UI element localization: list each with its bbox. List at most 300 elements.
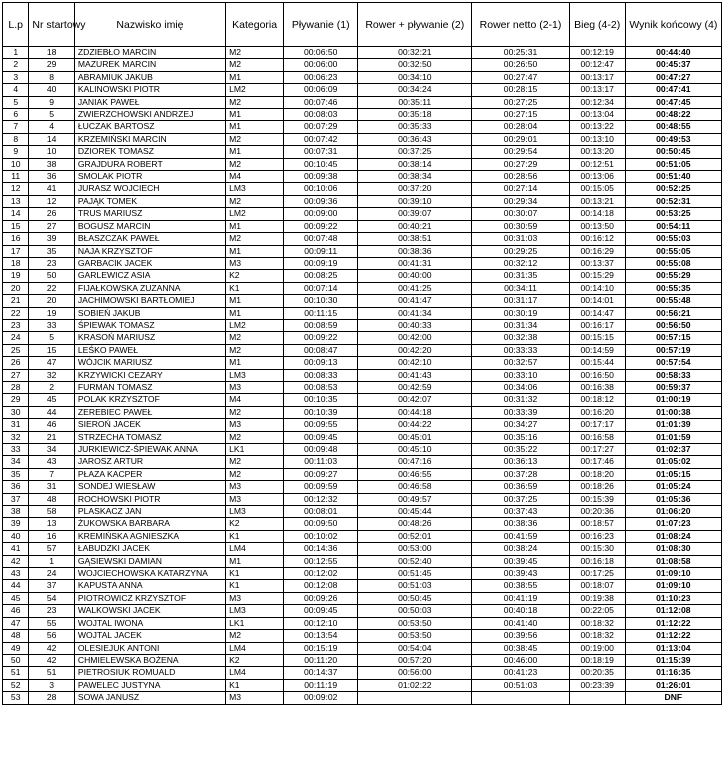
cell-bike-net: 00:28:15 <box>472 84 569 96</box>
cell-category: K1 <box>226 679 284 691</box>
cell-run: 00:13:06 <box>569 171 625 183</box>
cell-bike-swim: 00:57:20 <box>358 654 472 666</box>
cell-bike-swim: 00:51:45 <box>358 568 472 580</box>
cell-start-number: 42 <box>29 654 74 666</box>
cell-start-number: 40 <box>29 84 74 96</box>
cell-name: SMOLAK PIOTR <box>74 171 225 183</box>
cell-bike-swim: 00:50:03 <box>358 605 472 617</box>
table-row <box>3 109 722 121</box>
cell-name: KRZEMIŃSKI MARCIN <box>74 133 225 145</box>
cell-start-number: 8 <box>29 71 74 83</box>
cell-run: 00:18:32 <box>569 630 625 642</box>
cell-category: M1 <box>226 71 284 83</box>
cell-bike-net: 00:27:14 <box>472 183 569 195</box>
cell-final-result: 00:44:40 <box>625 47 721 59</box>
table-row <box>3 245 722 257</box>
cell-lp: 47 <box>3 617 29 629</box>
cell-start-number: 7 <box>29 468 74 480</box>
cell-category: LM3 <box>226 506 284 518</box>
cell-start-number: 16 <box>29 530 74 542</box>
cell-category: M3 <box>226 493 284 505</box>
cell-swim: 00:06:09 <box>284 84 358 96</box>
cell-swim: 00:07:48 <box>284 233 358 245</box>
cell-bike-net: 00:38:55 <box>472 580 569 592</box>
table-row <box>3 419 722 431</box>
cell-name: KALINOWSKI PIOTR <box>74 84 225 96</box>
cell-name: ZDZIEBŁO MARCIN <box>74 47 225 59</box>
cell-bike-swim: 00:32:21 <box>358 47 472 59</box>
cell-lp: 53 <box>3 692 29 704</box>
cell-name: GRAJDURA ROBERT <box>74 158 225 170</box>
header-run: Bieg (4-2) <box>569 3 625 47</box>
table-row <box>3 133 722 145</box>
cell-bike-net: 00:27:47 <box>472 71 569 83</box>
cell-name: DZIOREK TOMASZ <box>74 146 225 158</box>
cell-final-result: 00:47:45 <box>625 96 721 108</box>
cell-final-result: 01:05:36 <box>625 493 721 505</box>
cell-bike-net: 00:33:39 <box>472 406 569 418</box>
cell-start-number: 14 <box>29 133 74 145</box>
cell-run: 00:12:51 <box>569 158 625 170</box>
cell-category: M1 <box>226 121 284 133</box>
cell-run: 00:16:50 <box>569 369 625 381</box>
cell-swim: 00:10:35 <box>284 394 358 406</box>
cell-swim: 00:06:00 <box>284 59 358 71</box>
cell-bike-swim: 00:39:10 <box>358 195 472 207</box>
cell-name: PIOTROWICZ KRZYSZTOF <box>74 592 225 604</box>
cell-lp: 38 <box>3 506 29 518</box>
cell-final-result: 01:12:22 <box>625 617 721 629</box>
cell-swim: 00:09:19 <box>284 257 358 269</box>
cell-lp: 17 <box>3 245 29 257</box>
table-row <box>3 84 722 96</box>
cell-category: K1 <box>226 568 284 580</box>
cell-name: LEŚKO PAWEŁ <box>74 344 225 356</box>
cell-final-result: 00:47:27 <box>625 71 721 83</box>
cell-bike-net: 00:35:22 <box>472 444 569 456</box>
table-row <box>3 642 722 654</box>
cell-lp: 50 <box>3 654 29 666</box>
cell-final-result: 00:58:33 <box>625 369 721 381</box>
cell-lp: 27 <box>3 369 29 381</box>
cell-name: KAPUSTA ANNA <box>74 580 225 592</box>
table-row <box>3 530 722 542</box>
cell-swim: 00:09:27 <box>284 468 358 480</box>
cell-bike-net: 00:37:43 <box>472 506 569 518</box>
cell-category: LK1 <box>226 444 284 456</box>
cell-bike-swim: 00:42:00 <box>358 332 472 344</box>
cell-swim: 00:09:13 <box>284 357 358 369</box>
cell-final-result: 00:55:05 <box>625 245 721 257</box>
cell-category: M3 <box>226 257 284 269</box>
cell-swim: 00:09:02 <box>284 692 358 704</box>
cell-start-number: 55 <box>29 617 74 629</box>
cell-category: M2 <box>226 233 284 245</box>
cell-run: 00:12:34 <box>569 96 625 108</box>
cell-lp: 21 <box>3 295 29 307</box>
cell-name: PIETROSIUK ROMUALD <box>74 667 225 679</box>
cell-bike-swim: 00:53:00 <box>358 543 472 555</box>
cell-swim: 00:07:31 <box>284 146 358 158</box>
cell-run: 00:13:37 <box>569 257 625 269</box>
cell-lp: 18 <box>3 257 29 269</box>
cell-start-number: 22 <box>29 282 74 294</box>
cell-category: M4 <box>226 394 284 406</box>
cell-final-result: 01:08:30 <box>625 543 721 555</box>
cell-final-result: 01:10:23 <box>625 592 721 604</box>
cell-start-number: 5 <box>29 109 74 121</box>
cell-lp: 24 <box>3 332 29 344</box>
cell-final-result: 01:01:39 <box>625 419 721 431</box>
cell-swim: 00:08:25 <box>284 270 358 282</box>
cell-final-result: 00:54:11 <box>625 220 721 232</box>
cell-final-result: 00:56:50 <box>625 319 721 331</box>
table-row <box>3 381 722 393</box>
table-row <box>3 630 722 642</box>
cell-bike-net: 00:32:57 <box>472 357 569 369</box>
cell-start-number: 28 <box>29 692 74 704</box>
cell-final-result: 00:55:29 <box>625 270 721 282</box>
cell-category: M1 <box>226 109 284 121</box>
cell-swim: 00:07:29 <box>284 121 358 133</box>
cell-lp: 41 <box>3 543 29 555</box>
header-bike-net: Rower netto (2-1) <box>472 3 569 47</box>
cell-run: 00:16:58 <box>569 431 625 443</box>
cell-swim: 00:08:47 <box>284 344 358 356</box>
cell-start-number: 47 <box>29 357 74 369</box>
cell-swim: 00:06:23 <box>284 71 358 83</box>
table-row <box>3 71 722 83</box>
table-row <box>3 282 722 294</box>
cell-category: LM3 <box>226 183 284 195</box>
cell-bike-swim: 00:40:21 <box>358 220 472 232</box>
cell-name: TRUS MARIUSZ <box>74 208 225 220</box>
header-swim: Pływanie (1) <box>284 3 358 47</box>
cell-bike-net: 00:32:38 <box>472 332 569 344</box>
cell-run: 00:13:21 <box>569 195 625 207</box>
results-table <box>2 2 722 705</box>
cell-bike-net: 00:38:45 <box>472 642 569 654</box>
table-row <box>3 307 722 319</box>
cell-lp: 32 <box>3 431 29 443</box>
cell-run: 00:18:20 <box>569 468 625 480</box>
header-row <box>3 3 722 47</box>
cell-swim: 00:08:01 <box>284 506 358 518</box>
cell-lp: 49 <box>3 642 29 654</box>
cell-swim: 00:09:36 <box>284 195 358 207</box>
cell-run: 00:17:25 <box>569 568 625 580</box>
cell-name: POLAK KRZYSZTOF <box>74 394 225 406</box>
cell-name: OLESIEJUK ANTONI <box>74 642 225 654</box>
table-row <box>3 121 722 133</box>
cell-category: M1 <box>226 555 284 567</box>
cell-bike-net: 00:34:27 <box>472 419 569 431</box>
table-row <box>3 319 722 331</box>
table-row <box>3 692 722 704</box>
table-row <box>3 59 722 71</box>
cell-name: ZEREBIEC PAWEŁ <box>74 406 225 418</box>
cell-final-result: 00:55:03 <box>625 233 721 245</box>
cell-category: M1 <box>226 220 284 232</box>
cell-start-number: 35 <box>29 245 74 257</box>
cell-name: GARBACIK JACEK <box>74 257 225 269</box>
cell-category: M1 <box>226 245 284 257</box>
cell-lp: 9 <box>3 146 29 158</box>
header-start-number: Nr startowy <box>29 3 74 47</box>
cell-start-number: 1 <box>29 555 74 567</box>
table-row <box>3 369 722 381</box>
cell-bike-swim: 00:42:59 <box>358 381 472 393</box>
cell-bike-swim: 00:42:07 <box>358 394 472 406</box>
table-row <box>3 617 722 629</box>
cell-final-result: 00:50:45 <box>625 146 721 158</box>
cell-swim: 00:09:26 <box>284 592 358 604</box>
cell-bike-swim: 00:42:10 <box>358 357 472 369</box>
cell-final-result: 00:53:25 <box>625 208 721 220</box>
cell-lp: 34 <box>3 456 29 468</box>
cell-category: LM2 <box>226 84 284 96</box>
cell-final-result: 01:02:37 <box>625 444 721 456</box>
cell-name: STRZECHA TOMASZ <box>74 431 225 443</box>
table-row <box>3 270 722 282</box>
cell-lp: 37 <box>3 493 29 505</box>
cell-name: KRASOŃ MARIUSZ <box>74 332 225 344</box>
cell-bike-net: 00:33:10 <box>472 369 569 381</box>
cell-start-number: 9 <box>29 96 74 108</box>
cell-start-number: 5 <box>29 332 74 344</box>
cell-run: 00:16:18 <box>569 555 625 567</box>
cell-name: PLASKACZ JAN <box>74 506 225 518</box>
cell-run: 00:16:20 <box>569 406 625 418</box>
cell-start-number: 29 <box>29 59 74 71</box>
cell-final-result: 00:55:48 <box>625 295 721 307</box>
cell-start-number: 44 <box>29 406 74 418</box>
cell-bike-net: 00:35:16 <box>472 431 569 443</box>
cell-bike-net <box>472 692 569 704</box>
cell-bike-swim: 00:37:25 <box>358 146 472 158</box>
cell-name: FIJAŁKOWSKA ZUZANNA <box>74 282 225 294</box>
cell-bike-swim: 00:40:00 <box>358 270 472 282</box>
cell-bike-swim: 00:35:11 <box>358 96 472 108</box>
table-row <box>3 605 722 617</box>
cell-bike-net: 00:34:06 <box>472 381 569 393</box>
cell-run: 00:18:57 <box>569 518 625 530</box>
cell-bike-net: 00:39:45 <box>472 555 569 567</box>
cell-bike-net: 00:46:00 <box>472 654 569 666</box>
cell-name: JANIAK PAWEŁ <box>74 96 225 108</box>
cell-start-number: 34 <box>29 444 74 456</box>
cell-final-result: 01:13:04 <box>625 642 721 654</box>
cell-bike-net: 00:39:43 <box>472 568 569 580</box>
cell-run: 00:16:12 <box>569 233 625 245</box>
cell-bike-net: 00:40:18 <box>472 605 569 617</box>
table-row <box>3 146 722 158</box>
cell-category: LM4 <box>226 642 284 654</box>
cell-bike-swim: 00:53:50 <box>358 630 472 642</box>
cell-bike-net: 00:32:12 <box>472 257 569 269</box>
cell-final-result: 01:05:02 <box>625 456 721 468</box>
cell-lp: 15 <box>3 220 29 232</box>
cell-bike-swim: 00:52:40 <box>358 555 472 567</box>
cell-swim: 00:12:32 <box>284 493 358 505</box>
cell-run: 00:13:22 <box>569 121 625 133</box>
cell-lp: 6 <box>3 109 29 121</box>
cell-category: M3 <box>226 381 284 393</box>
cell-final-result: 00:57:19 <box>625 344 721 356</box>
table-row <box>3 444 722 456</box>
cell-name: GĄSIEWSKI DAMIAN <box>74 555 225 567</box>
cell-start-number: 23 <box>29 605 74 617</box>
cell-run: 00:19:38 <box>569 592 625 604</box>
cell-bike-net: 00:30:19 <box>472 307 569 319</box>
cell-start-number: 21 <box>29 431 74 443</box>
cell-start-number: 27 <box>29 220 74 232</box>
cell-category: K1 <box>226 530 284 542</box>
cell-run: 00:14:01 <box>569 295 625 307</box>
cell-bike-net: 00:41:59 <box>472 530 569 542</box>
cell-name: MAZUREK MARCIN <box>74 59 225 71</box>
cell-bike-swim: 00:41:43 <box>358 369 472 381</box>
cell-name: WOJTAL IWONA <box>74 617 225 629</box>
cell-run: 00:12:47 <box>569 59 625 71</box>
cell-bike-swim: 00:41:25 <box>358 282 472 294</box>
cell-category: LM4 <box>226 667 284 679</box>
cell-bike-net: 00:27:29 <box>472 158 569 170</box>
table-row <box>3 493 722 505</box>
table-row <box>3 568 722 580</box>
cell-lp: 30 <box>3 406 29 418</box>
cell-run <box>569 692 625 704</box>
cell-run: 00:13:20 <box>569 146 625 158</box>
cell-run: 00:17:17 <box>569 419 625 431</box>
cell-lp: 43 <box>3 568 29 580</box>
cell-bike-net: 00:36:13 <box>472 456 569 468</box>
cell-run: 00:15:44 <box>569 357 625 369</box>
cell-swim: 00:08:33 <box>284 369 358 381</box>
cell-start-number: 2 <box>29 381 74 393</box>
cell-bike-net: 00:31:32 <box>472 394 569 406</box>
cell-category: LK1 <box>226 617 284 629</box>
cell-bike-swim: 00:34:24 <box>358 84 472 96</box>
cell-start-number: 32 <box>29 369 74 381</box>
cell-name: ŚPIEWAK TOMASZ <box>74 319 225 331</box>
cell-run: 00:23:39 <box>569 679 625 691</box>
cell-lp: 31 <box>3 419 29 431</box>
cell-name: ZWIERZCHOWSKI ANDRZEJ <box>74 109 225 121</box>
cell-final-result: DNF <box>625 692 721 704</box>
cell-final-result: 01:12:22 <box>625 630 721 642</box>
cell-start-number: 24 <box>29 568 74 580</box>
cell-run: 00:15:15 <box>569 332 625 344</box>
cell-run: 00:16:23 <box>569 530 625 542</box>
cell-category: M4 <box>226 171 284 183</box>
cell-start-number: 37 <box>29 580 74 592</box>
cell-final-result: 01:15:39 <box>625 654 721 666</box>
cell-bike-net: 00:36:59 <box>472 481 569 493</box>
cell-start-number: 12 <box>29 195 74 207</box>
header-final-result: Wynik końcowy (4) <box>625 3 721 47</box>
cell-lp: 23 <box>3 319 29 331</box>
cell-lp: 11 <box>3 171 29 183</box>
cell-swim: 00:12:55 <box>284 555 358 567</box>
cell-swim: 00:11:03 <box>284 456 358 468</box>
cell-lp: 14 <box>3 208 29 220</box>
cell-bike-net: 00:27:15 <box>472 109 569 121</box>
cell-start-number: 20 <box>29 295 74 307</box>
cell-category: M2 <box>226 158 284 170</box>
table-row <box>3 592 722 604</box>
cell-bike-swim: 00:51:03 <box>358 580 472 592</box>
cell-lp: 13 <box>3 195 29 207</box>
cell-final-result: 01:01:59 <box>625 431 721 443</box>
cell-start-number: 19 <box>29 307 74 319</box>
table-row <box>3 431 722 443</box>
cell-lp: 42 <box>3 555 29 567</box>
cell-bike-swim <box>358 692 472 704</box>
cell-bike-swim: 00:46:58 <box>358 481 472 493</box>
cell-swim: 00:15:19 <box>284 642 358 654</box>
cell-category: LM4 <box>226 543 284 555</box>
cell-final-result: 00:51:40 <box>625 171 721 183</box>
cell-final-result: 00:48:55 <box>625 121 721 133</box>
cell-lp: 12 <box>3 183 29 195</box>
cell-category: K1 <box>226 282 284 294</box>
cell-final-result: 01:12:08 <box>625 605 721 617</box>
cell-name: PAWELEC JUSTYNA <box>74 679 225 691</box>
cell-lp: 46 <box>3 605 29 617</box>
cell-start-number: 57 <box>29 543 74 555</box>
cell-category: M2 <box>226 406 284 418</box>
cell-bike-swim: 00:42:20 <box>358 344 472 356</box>
cell-bike-swim: 00:36:43 <box>358 133 472 145</box>
cell-bike-swim: 00:38:14 <box>358 158 472 170</box>
cell-category: M2 <box>226 59 284 71</box>
table-row <box>3 481 722 493</box>
cell-start-number: 31 <box>29 481 74 493</box>
cell-bike-net: 00:30:07 <box>472 208 569 220</box>
cell-name: GARLEWICZ ASIA <box>74 270 225 282</box>
cell-lp: 40 <box>3 530 29 542</box>
cell-bike-net: 00:29:25 <box>472 245 569 257</box>
cell-category: LM3 <box>226 369 284 381</box>
cell-bike-swim: 00:54:04 <box>358 642 472 654</box>
table-row <box>3 456 722 468</box>
cell-final-result: 01:08:58 <box>625 555 721 567</box>
cell-bike-net: 00:41:40 <box>472 617 569 629</box>
cell-name: JURKIEWICZ-ŚPIEWAK ANNA <box>74 444 225 456</box>
cell-bike-swim: 00:39:07 <box>358 208 472 220</box>
cell-start-number: 3 <box>29 679 74 691</box>
table-row <box>3 679 722 691</box>
cell-start-number: 50 <box>29 270 74 282</box>
cell-lp: 3 <box>3 71 29 83</box>
cell-category: M2 <box>226 468 284 480</box>
cell-name: WALKOWSKI JACEK <box>74 605 225 617</box>
cell-swim: 00:07:46 <box>284 96 358 108</box>
cell-start-number: 38 <box>29 158 74 170</box>
cell-bike-net: 00:41:23 <box>472 667 569 679</box>
cell-name: SIEROŃ JACEK <box>74 419 225 431</box>
table-row <box>3 195 722 207</box>
cell-run: 00:13:17 <box>569 71 625 83</box>
cell-final-result: 01:09:10 <box>625 568 721 580</box>
cell-name: WÓJCIK MARIUSZ <box>74 357 225 369</box>
cell-lp: 16 <box>3 233 29 245</box>
cell-swim: 00:09:22 <box>284 220 358 232</box>
cell-lp: 33 <box>3 444 29 456</box>
cell-start-number: 15 <box>29 344 74 356</box>
cell-start-number: 13 <box>29 518 74 530</box>
